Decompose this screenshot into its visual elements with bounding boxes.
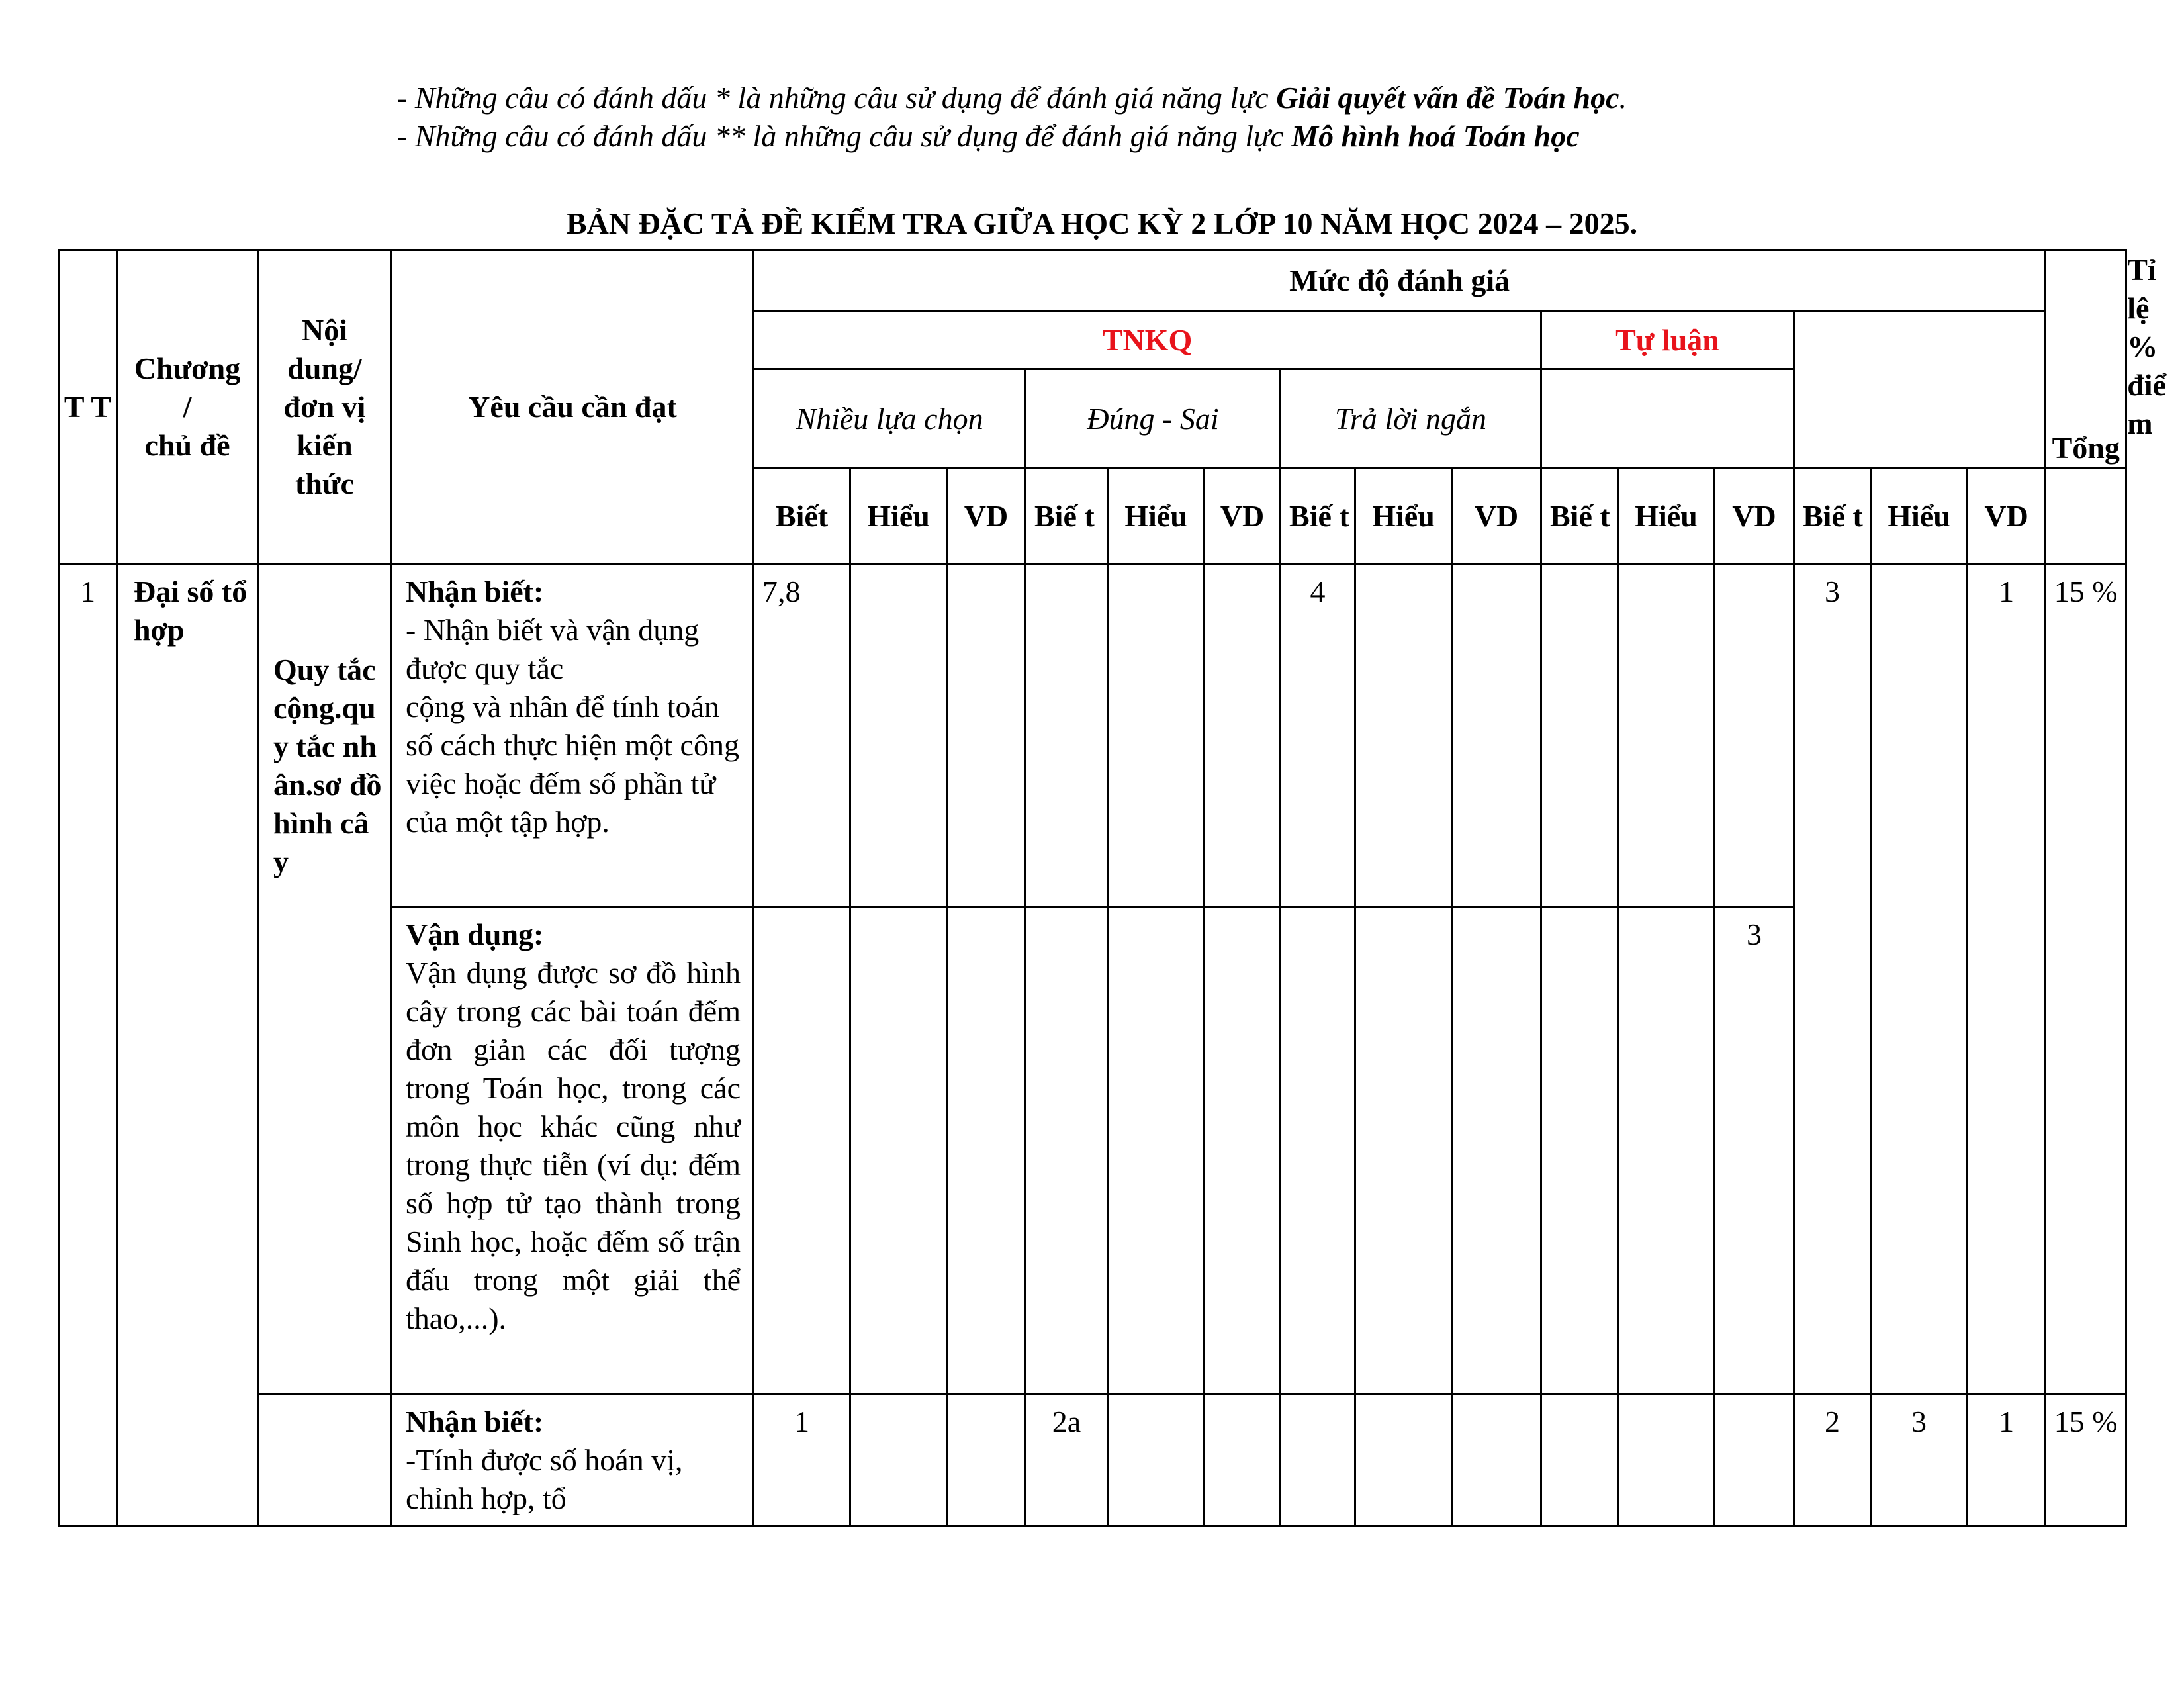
header-unit-line: dung/ — [287, 351, 362, 385]
requirement-heading: Vận dụng: — [406, 917, 544, 951]
header-chapter — [117, 250, 258, 564]
cell-tf-biet: 2a — [1026, 1394, 1108, 1526]
cell-sa-biet: 4 — [1281, 564, 1355, 907]
header-unit-line: Nội — [302, 312, 347, 347]
cell-empty — [1108, 564, 1205, 907]
cell-empty — [1355, 564, 1452, 907]
header-unit-line: đơn vị — [283, 389, 366, 424]
cell-empty — [1871, 564, 1968, 1394]
header-unit-line: kiến — [296, 428, 353, 462]
note-2-bold: Mô hình hoá Toán học — [1291, 119, 1580, 153]
level-hieu: Hiểu — [1618, 469, 1715, 564]
cell-empty — [1026, 564, 1108, 907]
level-vd: VD — [1968, 469, 2046, 564]
level-biet: Biế t — [1794, 469, 1871, 564]
cell-ratio: 15 % — [2046, 564, 2126, 1394]
cell-total-hieu: 3 — [1871, 1394, 1968, 1526]
level-hieu: Hiểu — [1355, 469, 1452, 564]
header-tt: T T — [59, 250, 117, 564]
cell-empty — [1355, 907, 1452, 1394]
requirement-text: -Tính được số hoán vị, chỉnh hợp, tổ — [406, 1443, 683, 1515]
header-essay-blank — [1541, 369, 1794, 469]
note-2-text: - Những câu có đánh dấu ** là những câu sử dụng để đánh giá năng lực — [397, 119, 1292, 153]
row-unit: Quy tắc cộng.quy tắc nhân.sơ đồ hình cây — [258, 564, 392, 1394]
requirement-text: - Nhận biết và vận dụng được quy tắc — [406, 613, 700, 685]
cell-empty — [1715, 1394, 1794, 1526]
cell-empty — [850, 564, 947, 907]
table-row — [59, 1394, 2126, 1526]
level-hieu: Hiểu — [1871, 469, 1968, 564]
header-requirement: Yêu cầu cần đạt — [392, 250, 754, 564]
cell-ratio: 15 % — [2046, 1394, 2126, 1526]
note-line-2 — [397, 117, 1580, 156]
cell-total-biet: 2 — [1794, 1394, 1871, 1526]
header-chapter-line: chủ đề — [144, 428, 230, 462]
cell-empty — [1541, 1394, 1618, 1526]
cell-mc-biet: 7,8 — [754, 564, 850, 907]
header-chapter-line: Chương — [134, 351, 241, 385]
cell-empty — [1541, 907, 1618, 1394]
cell-empty — [947, 564, 1026, 907]
level-biet: Biết — [754, 469, 850, 564]
cell-empty — [1205, 907, 1281, 1394]
level-vd: VD — [1205, 469, 1281, 564]
cell-empty — [850, 907, 947, 1394]
header-unit — [258, 250, 392, 564]
row-tt: 1 — [59, 564, 117, 1526]
row-requirement — [392, 564, 754, 907]
level-vd: VD — [1715, 469, 1794, 564]
cell-empty — [1281, 1394, 1355, 1526]
header-assessment-level: Mức độ đánh giá — [754, 250, 2046, 311]
cell-total-vd: 1 — [1968, 564, 2046, 1394]
cell-empty — [1108, 1394, 1205, 1526]
cell-total-biet: 3 — [1794, 564, 1871, 1394]
level-hieu: Hiểu — [1108, 469, 1205, 564]
cell-total-vd: 1 — [1968, 1394, 2046, 1526]
cell-empty — [1452, 907, 1541, 1394]
level-biet: Biế t — [1026, 469, 1108, 564]
cell-empty — [1618, 564, 1715, 907]
requirement-text: cộng và nhân để tính toán số cách thực hiện một công việc hoặc đếm số phần tử của một tập hợp. — [406, 690, 739, 839]
cell-empty — [1205, 564, 1281, 907]
cell-empty — [1618, 907, 1715, 1394]
cell-empty — [754, 907, 850, 1394]
cell-empty — [1618, 1394, 1715, 1526]
row-unit — [258, 1394, 392, 1526]
level-vd: VD — [947, 469, 1026, 564]
specification-table: T T Chương / chủ đề Nội dung/ đơn vị kiến thức Yêu cầu cần đạt Mức độ đánh giá Tổng Tỉ lệ % điể m TNKQ Tự luận Nhiều lựa chọn Đúng - Sai Trả lời ngắn Biết Hiểu VD Biế t Hiểu VD Biế t Hiểu VD Biế t Hiểu VD Biế t Hiểu VD 1 Đại số tổ hợp Quy tắc cộng.quy tắc nhân.sơ đồ hình cây Nhận biết: - Nhận biết và vận dụng được quy tắc cộng và nhân để tính toán số cách thực hiện một công việc hoặc đếm số phần tử của một tập hợp. 7,8 4 3 1 15 % Vận dụng: Vận dụng được sơ đồ hình cây trong các bài toán đếm đơn giản các đối tượng trong Toán học, trong các môn học khác cũng như trong thực tiễn (ví dụ: đếm số hợp tử tạo thành trong Sinh học, hoặc đếm số trận đấu trong một giải thể thao,...). 3 Nhận biết: -Tính được số hoán vị, chỉnh hợp, tổ 1 2a 2 3 1 15 % — [58, 249, 2127, 1527]
header-total: Tổng — [2046, 250, 2126, 469]
cell-empty — [1026, 907, 1108, 1394]
ratio-level-blank — [2046, 469, 2126, 564]
cell-empty — [947, 907, 1026, 1394]
header-essay: Tự luận — [1541, 311, 1794, 369]
cell-empty — [1355, 1394, 1452, 1526]
header-chapter-line: / — [183, 389, 192, 424]
note-1-text: - Những câu có đánh dấu * là những câu sử dụng để đánh giá năng lực — [397, 81, 1277, 115]
row-requirement — [392, 1394, 754, 1526]
document-title: BẢN ĐẶC TẢ ĐỀ KIỂM TRA GIỮA HỌC KỲ 2 LỚP 10 NĂM HỌC 2024 – 2025. — [566, 207, 1638, 240]
requirement-text: Vận dụng được sơ đồ hình cây trong các bài toán đếm đơn giản các đối tượng trong Toán học, trong các môn học khác cũng như trong thực tiễn (ví dụ: đếm số hợp tử tạo thành trong Sinh học, hoặc đếm số trận đấu trong một giải thể thao,...). — [406, 956, 741, 1335]
level-vd: VD — [1452, 469, 1541, 564]
level-hieu: Hiểu — [850, 469, 947, 564]
cell-empty — [1541, 564, 1618, 907]
cell-empty — [1205, 1394, 1281, 1526]
cell-empty — [1715, 564, 1794, 907]
cell-empty — [1452, 1394, 1541, 1526]
header-short-answer: Trả lời ngắn — [1281, 369, 1541, 469]
header-unit-line: thức — [295, 466, 354, 500]
cell-mc-biet: 1 — [754, 1394, 850, 1526]
requirement-heading: Nhận biết: — [406, 575, 544, 608]
cell-essay-vd: 3 — [1715, 907, 1794, 1394]
table-row — [59, 564, 2126, 907]
note-1-suffix: . — [1619, 81, 1627, 115]
header-tnkq: TNKQ — [754, 311, 1541, 369]
header-multiple-choice: Nhiều lựa chọn — [754, 369, 1026, 469]
row-requirement — [392, 907, 754, 1394]
cell-empty — [1108, 907, 1205, 1394]
row-chapter: Đại số tổ hợp — [117, 564, 258, 1526]
cell-empty — [1452, 564, 1541, 907]
note-1-bold: Giải quyết vấn đề Toán học — [1276, 81, 1619, 115]
level-biet: Biế t — [1281, 469, 1355, 564]
cell-empty — [850, 1394, 947, 1526]
cell-empty — [947, 1394, 1026, 1526]
note-line-1 — [397, 78, 1627, 118]
cell-empty — [1281, 907, 1355, 1394]
header-true-false: Đúng - Sai — [1026, 369, 1281, 469]
level-biet: Biế t — [1541, 469, 1618, 564]
requirement-heading: Nhận biết: — [406, 1405, 544, 1438]
